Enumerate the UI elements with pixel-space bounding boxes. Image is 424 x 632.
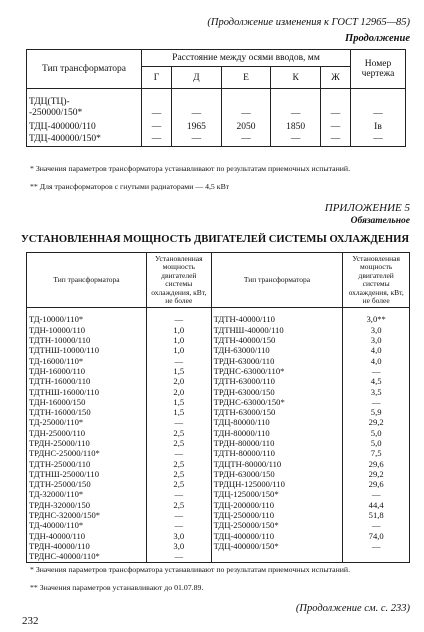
cell: —	[171, 89, 221, 121]
table-row-value: —	[174, 417, 184, 428]
table-row-type: ТД-25000/110*	[29, 417, 84, 428]
table-row-type: ТДТН-80000/110	[213, 448, 275, 459]
cell: —	[142, 133, 172, 146]
table-row-type: ТРДН-63000/110	[213, 355, 275, 366]
table-row-value: —	[371, 520, 381, 531]
note-3: * Значения параметров трансформатора устанавливают по результатам приемочных испытаний.	[30, 565, 351, 574]
table-row-type: ТРДН-80000/110	[213, 438, 275, 448]
table-row-type: ТДЦ-200000/110	[213, 499, 275, 510]
col-type-header-right: Тип трансформатора	[211, 253, 343, 308]
cell: 1965	[171, 120, 221, 133]
table-row-value: 3,0	[370, 335, 382, 346]
continued-note: (Продолжение см. с. 233)	[295, 603, 410, 614]
right-value-column	[343, 308, 410, 562]
table-row-type: ТРДНС-63000/110*	[213, 365, 285, 376]
table-row-value: 2,0	[173, 376, 185, 387]
table-row-value: 1,0	[173, 324, 185, 335]
note-4: ** Значения параметров устанавливают до 01.07.89.	[30, 583, 204, 592]
cell: —	[320, 133, 350, 146]
table-row-type: ТДТН-63000/150	[213, 407, 276, 418]
table-row-type: ТДТН-16000/110	[29, 376, 91, 387]
table-row-value: —	[174, 314, 184, 325]
table-row-value: 4,0	[370, 355, 382, 366]
left-type-column	[27, 308, 147, 562]
cell: —	[171, 133, 221, 146]
table-row-type: ТРДН-63000/150	[213, 468, 275, 479]
table-row-type: ТДН-10000/110	[29, 324, 86, 335]
table-row-value: 29,6	[368, 479, 384, 490]
table-row-type: ТДЦ-400000/150*	[27, 133, 142, 146]
col-header-k: К	[271, 67, 321, 89]
table-row-value: 5,0	[370, 427, 382, 438]
table-row-value: 2,5	[173, 458, 185, 469]
left-value-column	[146, 308, 211, 562]
power-table	[26, 252, 410, 563]
table-row-value: 2,5	[173, 468, 185, 479]
table-row-value: 74,0	[368, 530, 384, 541]
table-row-value: 4,0	[370, 345, 382, 356]
table-row-type: ТДЦ-125000/150*	[213, 489, 279, 500]
table-row-value: —	[174, 448, 184, 459]
table-row-type: ТРДНС-32000/150*	[29, 510, 101, 521]
note-1: * Значения параметров трансформатора устанавливают по результатам приемочных испытаний.	[30, 164, 351, 173]
table-row-value: —	[371, 396, 381, 407]
cell: —	[351, 89, 406, 121]
table-row-value: —	[371, 365, 381, 376]
table-row-value: —	[371, 540, 381, 551]
cell: —	[142, 120, 172, 133]
table-row-type: ТД-32000/110*	[29, 489, 84, 500]
table-row-value: —	[174, 355, 184, 366]
table-row-type: ТДТН-63000/110	[213, 376, 275, 387]
table-row-value: 29,2	[368, 468, 384, 479]
table-row-value: 2,5	[173, 499, 185, 510]
cell: —	[271, 133, 321, 146]
continuation-header: (Продолжение изменения к ГОСТ 12965—85)	[207, 17, 410, 28]
table-row-value: 7,5	[370, 448, 382, 459]
table-row-type: ТДЦ-250000/150*	[213, 520, 279, 531]
table-row-type: ТДЦ-400000/110	[27, 120, 142, 133]
table-row-type: ТДН-16000/150	[29, 396, 86, 407]
distance-table	[26, 49, 406, 147]
cell: —	[271, 89, 321, 121]
table-row-value: —	[174, 489, 184, 500]
table-row-type: ТДЦ(ТЦ)- -250000/150*	[27, 89, 142, 121]
table-row-type: ТД-40000/110*	[29, 520, 84, 531]
cell: —	[320, 89, 350, 121]
col-power-header-right: Установленная мощность двигателей системы охлаждения, кВт, не более	[343, 253, 410, 308]
table-row-type: ТДЦ-80000/110	[213, 417, 270, 428]
table-row-value: 3,0	[370, 324, 382, 335]
table-row-type: ТДН-25000/110	[29, 427, 86, 438]
table-row-value: 1,5	[173, 365, 185, 376]
table-row-value: 4,5	[370, 376, 382, 387]
col-header-g: Г	[142, 67, 172, 89]
table-row-value: 1,5	[173, 396, 185, 407]
table-row-type: ТД-16000/110*	[29, 355, 84, 366]
table-row-value: 5,0	[370, 438, 382, 448]
table-row-value: —	[371, 489, 381, 500]
col-type-header: Тип трансформатора	[27, 50, 142, 89]
table-row-value: 1,0	[173, 345, 185, 356]
cell: 2050	[221, 120, 271, 133]
cell: 1850	[271, 120, 321, 133]
table-row-value: 2,5	[173, 479, 185, 490]
page-number: 232	[22, 615, 39, 627]
table-row-value: 3,0**	[366, 314, 386, 325]
table-row-type: ТДТНШ-10000/110	[29, 345, 99, 356]
table-row-type: ТДН-80000/110	[213, 427, 270, 438]
appendix-heading: УСТАНОВЛЕННАЯ МОЩНОСТЬ ДВИГАТЕЛЕЙ СИСТЕМЫ ОХЛАЖДЕНИЯ	[20, 234, 410, 245]
cell: —	[142, 89, 172, 121]
table-row-type: ТД-10000/110*	[29, 314, 84, 325]
cell: Iв	[351, 120, 406, 133]
table-row-type: ТРДН-32000/150	[29, 499, 91, 510]
table-row-value: 3,0	[173, 530, 185, 541]
table-row-type: ТДН-63000/110	[213, 345, 270, 356]
table-row-type: ТРДН-40000/110	[29, 540, 90, 551]
col-drawing-header: Номер чертежа	[351, 50, 406, 89]
col-header-zh: Ж	[320, 67, 350, 89]
table-row-type: ТДЦ-400000/150*	[213, 540, 279, 551]
table-row-value: 2,5	[173, 427, 185, 438]
table-row-type: ТРДНС-25000/110*	[29, 448, 100, 459]
right-type-column	[211, 308, 343, 562]
appendix-subtitle: Обязательное	[350, 216, 410, 226]
table-row-type: ТДТН-25000/150	[29, 479, 91, 490]
table-row-type: ТДТН-10000/110	[29, 335, 91, 346]
col-header-d: Д	[171, 67, 221, 89]
table-row-value: —	[174, 510, 184, 521]
table-row-type: ТДТНШ-25000/110	[29, 468, 99, 479]
table-row-value: 51,8	[368, 510, 384, 521]
col-power-header-left: Установленная мощность двигателей системы охлаждения, кВт, не более	[146, 253, 211, 308]
table-row-type: ТРДН-63000/150	[213, 386, 275, 397]
table-row-value: 2,5	[173, 438, 185, 448]
col-header-e: Е	[221, 67, 271, 89]
table-row-value: —	[174, 551, 184, 562]
table-row-value: —	[174, 520, 184, 531]
table-row-type: ТДТНШ-40000/110	[213, 324, 284, 335]
table-row-type: ТРДН-25000/110	[29, 438, 90, 448]
col-group-header: Расстояние между осями вводов, мм	[142, 50, 351, 67]
col-type-header-left: Тип трансформатора	[27, 253, 147, 308]
cell: —	[221, 89, 271, 121]
continuation-label: Продолжение	[345, 33, 410, 44]
table-row-value: 1,0	[173, 335, 185, 346]
table-row-type: ТДН-16000/110	[29, 365, 86, 376]
table-row-type: ТРДНС-63000/150*	[213, 396, 285, 407]
table-row-type: ТДЦ-400000/110	[213, 530, 275, 541]
table-row-value: 3,5	[370, 386, 382, 397]
cell: —	[221, 133, 271, 146]
table-row-value: 2,0	[173, 386, 185, 397]
appendix-title: ПРИЛОЖЕНИЕ 5	[324, 202, 410, 214]
cell: —	[351, 133, 406, 146]
table-row-value: 5,9	[370, 407, 382, 418]
note-2: ** Для трансформаторов с гнутыми радиаторами — 4,5 кВт	[30, 182, 230, 191]
table-row-type: ТДЦ-250000/110	[213, 510, 275, 521]
table-row-type: ТРДЦН-125000/110	[213, 479, 285, 490]
table-row-type: ТРДНС-40000/110*	[29, 551, 100, 562]
table-row-type: ТДТН-25000/110	[29, 458, 91, 469]
table-row-value: 3,0	[173, 540, 185, 551]
table-row-type: ТДТН-16000/150	[29, 407, 91, 418]
table-row-type: ТДЦТН-80000/110	[213, 458, 282, 469]
table-row-value: 29,2	[368, 417, 384, 428]
table-row-value: 1,5	[173, 407, 185, 418]
table-row-type: ТДН-40000/110	[29, 530, 86, 541]
cell: —	[320, 120, 350, 133]
table-row-type: ТДТНШ-16000/110	[29, 386, 99, 397]
table-row-type: ТДТН-40000/150	[213, 335, 276, 346]
table-row-value: 44,4	[368, 499, 384, 510]
table-row-type: ТДТН-40000/110	[213, 314, 275, 325]
table-row-value: 29,6	[368, 458, 384, 469]
